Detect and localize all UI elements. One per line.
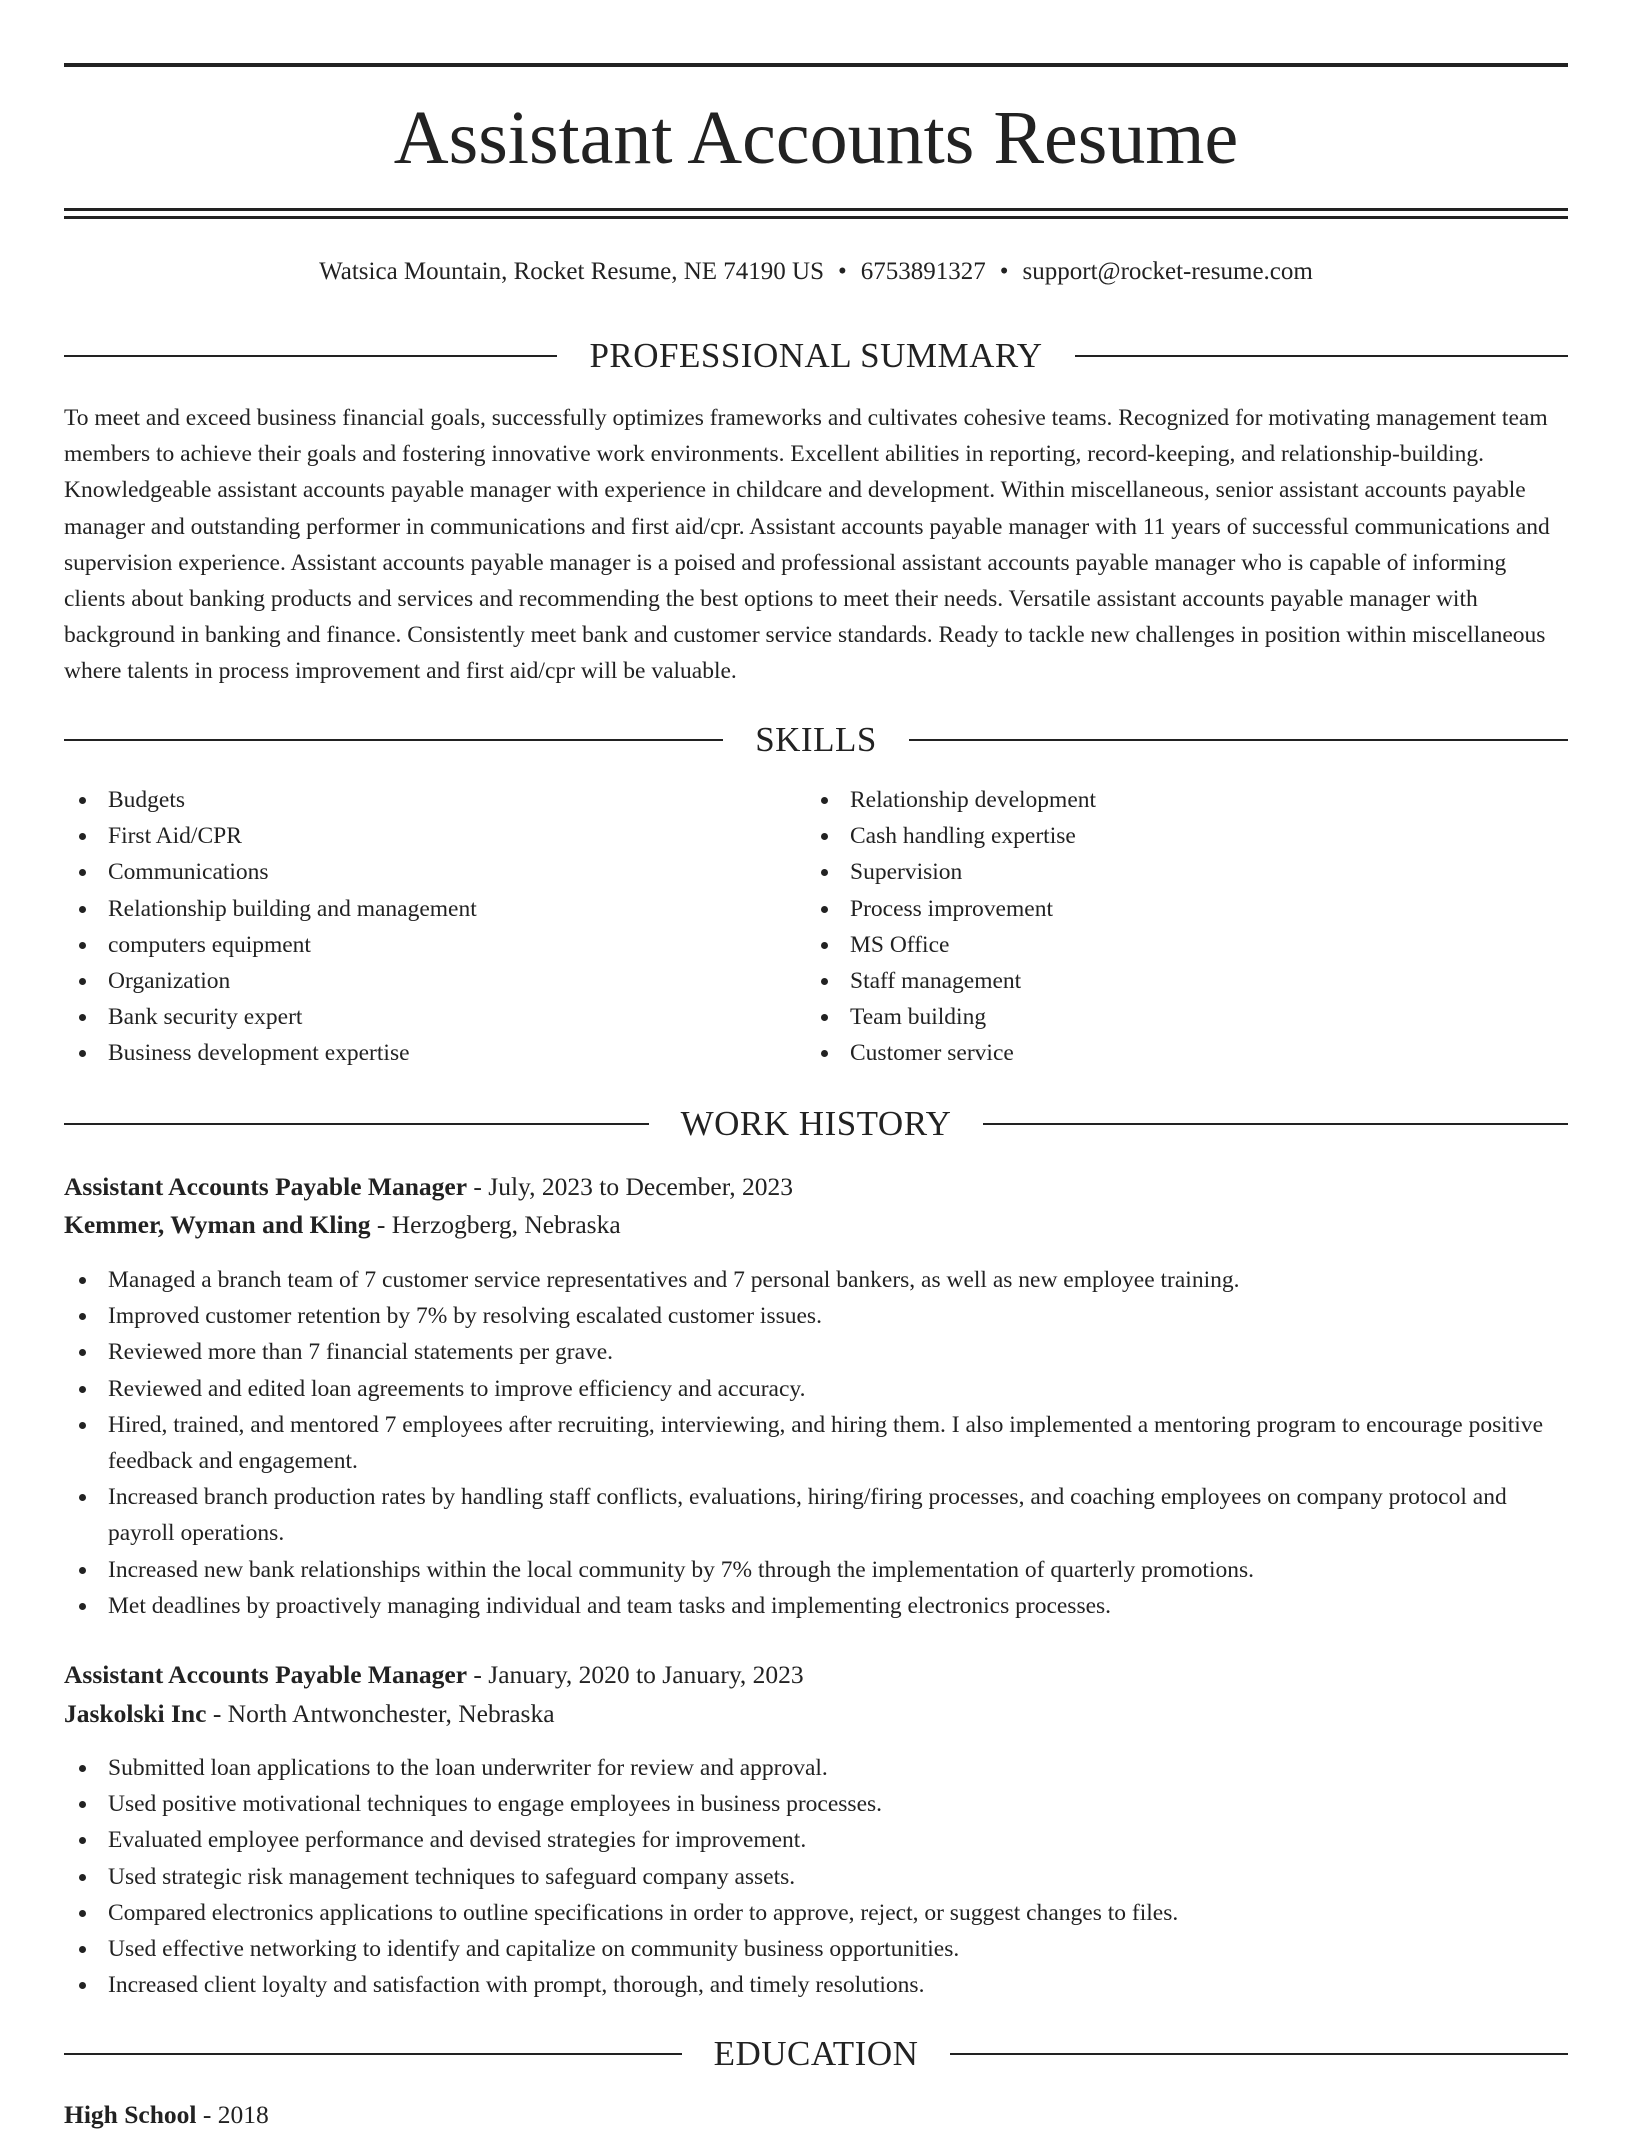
job-bullet: Increased branch production rates by handling staff conflicts, evaluations, hiring/firing processes, and coaching employees on company protocol and payroll operations. (64, 1479, 1568, 1551)
job-bullet: Reviewed and edited loan agreements to improve efficiency and accuracy. (64, 1371, 1568, 1407)
job-company: Jaskolski Inc (64, 1699, 207, 1728)
job-location: - Herzogberg, Nebraska (370, 1210, 621, 1239)
job-bullet: Evaluated employee performance and devised strategies for improvement. (64, 1822, 1568, 1858)
skill-item: Relationship building and management (64, 891, 804, 927)
job-bullet: Increased client loyalty and satisfaction with prompt, thorough, and timely resolutions. (64, 1967, 1568, 2003)
education-entry (64, 2096, 269, 2134)
job-bullet: Hired, trained, and mentored 7 employees after recruiting, interviewing, and hiring them. I also implemented a mentoring program to encourage positive feedback and engagement. (64, 1407, 1568, 1479)
skill-item: Process improvement (806, 891, 1546, 927)
divider-line (64, 1123, 649, 1125)
job-dates: - January, 2020 to January, 2023 (467, 1660, 804, 1689)
skill-item: Cash handling expertise (806, 818, 1546, 854)
section-title: PROFESSIONAL SUMMARY (589, 336, 1043, 375)
skill-item: Supervision (806, 854, 1546, 890)
divider-line (950, 2053, 1568, 2055)
skill-item: MS Office (806, 927, 1546, 963)
skill-item: Budgets (64, 782, 804, 818)
divider-line (64, 739, 723, 741)
job-bullet: Used strategic risk management techniques to safeguard company assets. (64, 1859, 1568, 1895)
divider-line (909, 739, 1568, 741)
skill-item: Communications (64, 854, 804, 890)
skill-item: Relationship development (806, 782, 1546, 818)
job-bullet: Met deadlines by proactively managing individual and team tasks and implementing electronics processes. (64, 1588, 1568, 1624)
job-bullet: Managed a branch team of 7 customer service representatives and 7 personal bankers, as well as new employee training. (64, 1262, 1568, 1298)
job-dates: - July, 2023 to December, 2023 (467, 1172, 793, 1201)
skills-list-right (806, 782, 1546, 1072)
contact-line (64, 254, 1568, 290)
job-bullet: Compared electronics applications to outline specifications in order to approve, reject, or suggest changes to files. (64, 1895, 1568, 1931)
title-rule-lower (64, 216, 1568, 219)
divider-line (1075, 355, 1568, 357)
job-title-line (64, 1168, 1568, 1206)
skill-item: computers equipment (64, 927, 804, 963)
skill-item: Customer service (806, 1035, 1546, 1071)
contact-separator: • (999, 258, 1009, 285)
job-title: Assistant Accounts Payable Manager (64, 1172, 468, 1201)
job-bullet: Submitted loan applications to the loan underwriter for review and approval. (64, 1750, 1568, 1786)
contact-separator: • (838, 258, 847, 285)
section-header-education (64, 2032, 1568, 2076)
job-bullet: Increased new bank relationships within the local community by 7% through the implementation of quarterly promotions. (64, 1552, 1568, 1588)
top-rule (64, 63, 1568, 67)
education-degree: High School (64, 2100, 197, 2129)
job-location: - North Antwonchester, Nebraska (206, 1699, 555, 1728)
job-company: Kemmer, Wyman and Kling (64, 1210, 371, 1239)
job-bullet: Used positive motivational techniques to engage employees in business processes. (64, 1786, 1568, 1822)
contact-address: Watsica Mountain, Rocket Resume, NE 74190 US (319, 258, 825, 285)
divider-line (64, 355, 557, 357)
title-rule-upper (64, 208, 1568, 211)
skill-item: First Aid/CPR (64, 818, 804, 854)
job-company-line (64, 1695, 1568, 1733)
skill-item: Staff management (806, 963, 1546, 999)
job-company-line (64, 1206, 1568, 1244)
section-title: SKILLS (755, 720, 877, 759)
job-title-line (64, 1656, 1568, 1694)
section-header-summary (64, 334, 1568, 378)
job-bullet: Improved customer retention by 7% by resolving escalated customer issues. (64, 1298, 1568, 1334)
section-title: EDUCATION (713, 2034, 919, 2073)
contact-phone: 6753891327 (860, 258, 986, 285)
section-title: WORK HISTORY (680, 1104, 952, 1143)
job-bullets (64, 1750, 1568, 2003)
skill-item: Business development expertise (64, 1035, 804, 1071)
section-header-work (64, 1102, 1568, 1146)
section-header-skills (64, 718, 1568, 762)
job-bullet: Reviewed more than 7 financial statements per grave. (64, 1334, 1568, 1370)
skill-item: Bank security expert (64, 999, 804, 1035)
job-title: Assistant Accounts Payable Manager (64, 1660, 468, 1689)
skills-list-left (64, 782, 804, 1072)
job-bullet: Used effective networking to identify and capitalize on community business opportunities. (64, 1931, 1568, 1967)
professional-summary: To meet and exceed business financial goals, successfully optimizes frameworks and cultivates cohesive teams. Recognized for motivating management team members to achieve their goals and fostering innovative work environments. Excellent abilities in reporting, record-keeping, and relationship-building. Knowledgeable assistant accounts payable manager with experience in childcare and development. Within miscellaneous, senior assistant accounts payable manager and outstanding performer in communications and first aid/cpr. Assistant accounts payable manager with 11 years of successful communications and supervision experience. Assistant accounts payable manager is a poised and professional assistant accounts payable manager who is capable of informing clients about banking products and services and recommending the best options to meet their needs. Versatile assistant accounts payable manager with background in banking and finance. Consistently meet bank and customer service standards. Ready to tackle new challenges in position within miscellaneous where talents in process improvement and first aid/cpr will be valuable. (64, 405, 1550, 685)
divider-line (64, 2053, 682, 2055)
education-year: - 2018 (196, 2100, 269, 2129)
job-bullets (64, 1262, 1568, 1624)
divider-line (983, 1123, 1568, 1125)
skill-item: Organization (64, 963, 804, 999)
contact-email: support@rocket-resume.com (1022, 258, 1313, 285)
resume-title: Assistant Accounts Resume (393, 96, 1239, 180)
skill-item: Team building (806, 999, 1546, 1035)
